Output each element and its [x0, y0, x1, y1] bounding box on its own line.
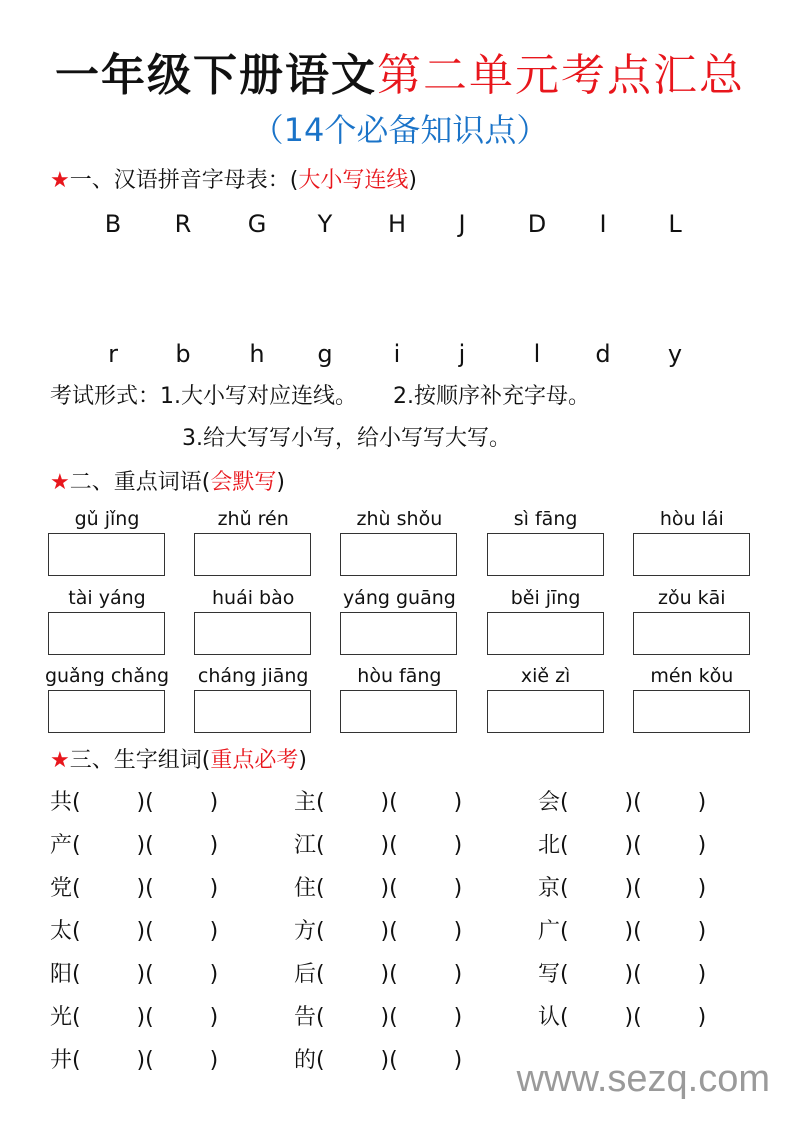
character: 太 [50, 919, 73, 944]
word-item[interactable] [538, 874, 706, 904]
lowercase-letter[interactable]: h [249, 340, 265, 368]
answer-box[interactable] [340, 612, 457, 655]
pinyin-label: yáng guāng [342, 587, 456, 609]
uppercase-letter[interactable]: Y [317, 210, 333, 238]
word-item[interactable] [538, 960, 706, 990]
pinyin-label: zǒu kāi [657, 587, 726, 609]
pinyin-label: zhù shǒu [356, 508, 443, 530]
blank-parens[interactable]: ( )( ) [316, 919, 463, 944]
word-item[interactable] [50, 960, 218, 990]
character: 广 [538, 919, 561, 944]
answer-box[interactable] [633, 690, 750, 733]
blank-parens[interactable]: ( )( ) [560, 790, 707, 815]
pinyin-label: tài yáng [68, 587, 146, 609]
page-title [0, 48, 800, 104]
uppercase-letter[interactable]: H [387, 210, 407, 238]
word-item[interactable] [538, 788, 706, 818]
character: 北 [538, 833, 561, 858]
lowercase-letter[interactable]: i [393, 340, 401, 368]
character: 光 [50, 1005, 73, 1030]
character: 江 [294, 833, 317, 858]
answer-box[interactable] [633, 612, 750, 655]
blank-parens[interactable]: ( )( ) [72, 1005, 219, 1030]
star-icon: ★ [50, 748, 70, 773]
blank-parens[interactable]: ( )( ) [72, 876, 219, 901]
word-item[interactable] [50, 788, 218, 818]
star-icon: ★ [50, 470, 70, 495]
word-item[interactable] [294, 960, 462, 990]
word-item[interactable] [294, 917, 462, 947]
blank-parens[interactable]: ( )( ) [316, 962, 463, 987]
character: 后 [294, 962, 317, 987]
pinyin-label: guǎng chǎng [44, 665, 170, 687]
character: 京 [538, 876, 561, 901]
blank-parens[interactable]: ( )( ) [560, 1005, 707, 1030]
word-item[interactable] [294, 874, 462, 904]
answer-box[interactable] [48, 612, 165, 655]
exam-format-line1: 考试形式：1.大小写对应连线。 2.按顺序补充字母。 [50, 384, 591, 409]
word-item[interactable] [50, 1046, 218, 1076]
lowercase-letter[interactable]: g [317, 340, 333, 368]
character: 的 [294, 1048, 317, 1073]
word-item[interactable] [50, 1003, 218, 1033]
character: 住 [294, 876, 317, 901]
answer-box[interactable] [340, 690, 457, 733]
uppercase-letter[interactable]: I [599, 210, 607, 238]
answer-box[interactable] [194, 533, 311, 576]
title-black: 一年级下册语文 [55, 50, 377, 101]
pinyin-label: mén kǒu [650, 665, 734, 687]
answer-box[interactable] [487, 690, 604, 733]
character: 方 [294, 919, 317, 944]
character: 共 [50, 790, 73, 815]
answer-box[interactable] [48, 690, 165, 733]
uppercase-letter[interactable]: L [668, 210, 682, 238]
uppercase-letter[interactable]: D [527, 210, 547, 238]
answer-box[interactable] [487, 533, 604, 576]
answer-box[interactable] [194, 690, 311, 733]
blank-parens[interactable]: ( )( ) [72, 919, 219, 944]
lowercase-letter[interactable]: d [595, 340, 611, 368]
word-item[interactable] [294, 831, 462, 861]
word-item[interactable] [50, 917, 218, 947]
blank-parens[interactable]: ( )( ) [72, 790, 219, 815]
character: 告 [294, 1005, 317, 1030]
answer-box[interactable] [194, 612, 311, 655]
answer-box[interactable] [487, 612, 604, 655]
character: 产 [50, 833, 73, 858]
page-subtitle: （14个必备知识点） [251, 111, 549, 149]
answer-box[interactable] [48, 533, 165, 576]
uppercase-letter[interactable]: G [247, 210, 267, 238]
character: 会 [538, 790, 561, 815]
pinyin-label: huái bào [212, 587, 295, 609]
character: 主 [294, 790, 317, 815]
character: 井 [50, 1048, 73, 1073]
uppercase-letter[interactable]: R [174, 210, 192, 238]
title-red: 第二单元考点汇总 [377, 50, 745, 101]
lowercase-letter[interactable]: y [667, 340, 683, 368]
blank-parens[interactable]: ( )( ) [316, 790, 463, 815]
blank-parens[interactable]: ( )( ) [72, 962, 219, 987]
uppercase-letter[interactable]: J [458, 210, 466, 238]
watermark: www.sezq.com [516, 1058, 770, 1100]
word-item[interactable] [50, 831, 218, 861]
blank-parens[interactable]: ( )( ) [560, 876, 707, 901]
blank-parens[interactable]: ( )( ) [560, 919, 707, 944]
word-item[interactable] [50, 874, 218, 904]
word-item[interactable] [294, 1003, 462, 1033]
lowercase-letter[interactable]: j [458, 340, 466, 368]
blank-parens[interactable]: ( )( ) [72, 833, 219, 858]
answer-box[interactable] [340, 533, 457, 576]
character: 党 [50, 876, 73, 901]
uppercase-letter[interactable]: B [104, 210, 122, 238]
pinyin-label: hòu lái [659, 508, 724, 530]
word-item[interactable] [538, 917, 706, 947]
answer-box[interactable] [633, 533, 750, 576]
blank-parens[interactable]: ( )( ) [316, 1005, 463, 1030]
blank-parens[interactable]: ( )( ) [560, 833, 707, 858]
exam-format-line2: 3.给大写写小写，给小写写大写。 [182, 426, 511, 451]
blank-parens[interactable]: ( )( ) [316, 833, 463, 858]
character: 认 [538, 1005, 561, 1030]
pinyin-label: běi jīng [510, 587, 581, 609]
section2-heading: ★二、重点词语(会默写) [50, 470, 285, 495]
pinyin-label: gǔ jǐng [74, 508, 140, 530]
character: 写 [538, 962, 561, 987]
section1-heading: ★一、汉语拼音字母表：(大小写连线) [50, 168, 417, 193]
blank-parens[interactable]: ( )( ) [72, 1048, 219, 1073]
section3-heading: ★三、生字组词(重点必考) [50, 748, 307, 773]
pinyin-label: xiě zì [520, 665, 571, 687]
blank-parens[interactable]: ( )( ) [316, 1048, 463, 1073]
blank-parens[interactable]: ( )( ) [560, 962, 707, 987]
word-item[interactable] [538, 1003, 706, 1033]
word-item[interactable] [294, 788, 462, 818]
star-icon: ★ [50, 168, 70, 193]
word-item[interactable] [538, 831, 706, 861]
blank-parens[interactable]: ( )( ) [316, 876, 463, 901]
pinyin-label: zhǔ rén [217, 508, 289, 530]
lowercase-letter[interactable]: b [175, 340, 191, 368]
lowercase-letter[interactable]: l [533, 340, 541, 368]
character: 阳 [50, 962, 73, 987]
pinyin-label: sì fāng [513, 508, 578, 530]
pinyin-label: hòu fāng [357, 665, 442, 687]
word-item[interactable] [294, 1046, 462, 1076]
lowercase-letter[interactable]: r [108, 340, 118, 368]
pinyin-label: cháng jiāng [197, 665, 309, 687]
